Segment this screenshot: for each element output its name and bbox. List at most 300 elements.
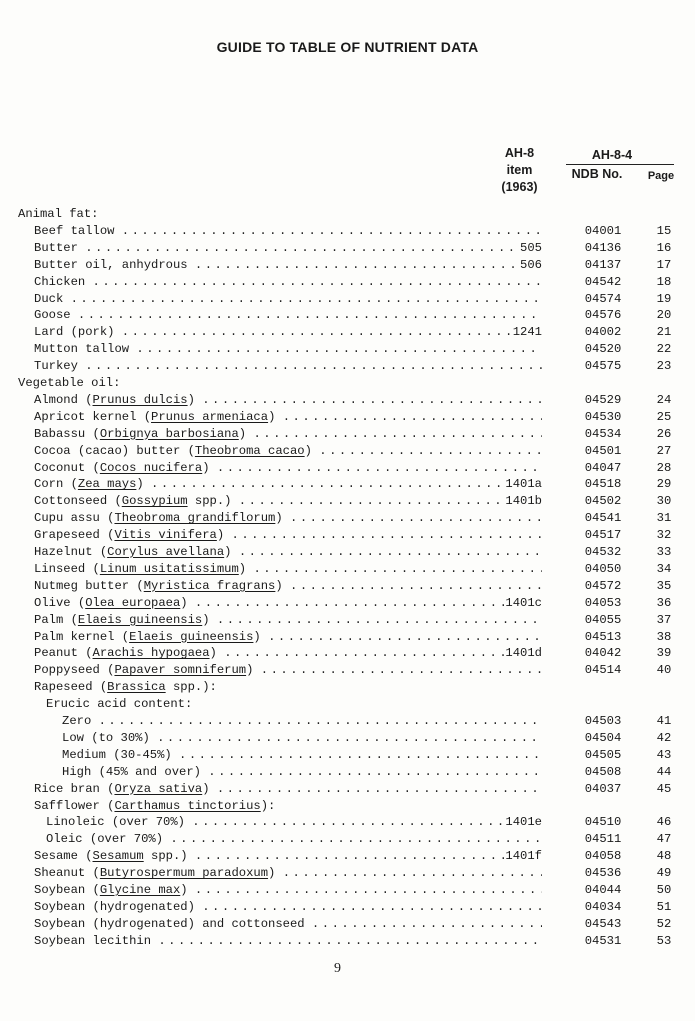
label-text: Linoleic (over 70%) — [46, 815, 193, 830]
label-text: Peanut ( — [34, 646, 93, 661]
item-label — [62, 747, 179, 764]
page-ref: 51 — [656, 899, 672, 914]
leader-dots — [170, 831, 542, 848]
leader-dots — [290, 510, 542, 527]
page-ref: 22 — [656, 342, 672, 357]
ndb-number: 04510 — [584, 815, 622, 830]
page-ref: 47 — [656, 832, 672, 847]
scientific-name: Carthamus tinctorius — [114, 798, 261, 813]
label-text: Sesame ( — [34, 849, 93, 864]
leader-dots — [99, 713, 542, 730]
page-ref: 20 — [656, 308, 672, 323]
scientific-name: Oryza sativa — [114, 781, 203, 796]
scientific-name: Corylus avellana — [107, 545, 225, 559]
item-label — [34, 933, 158, 950]
label-text: Palm ( — [34, 612, 78, 627]
page-ref: 46 — [656, 815, 672, 830]
label-text: Vegetable oil: — [18, 376, 121, 390]
ndb-number: 04508 — [584, 764, 622, 779]
ndb-number: 04042 — [584, 646, 622, 661]
page-ref: 30 — [656, 494, 672, 509]
ndb-number: 04575 — [584, 359, 622, 374]
label-text: ) — [202, 460, 217, 475]
page-ref: 41 — [656, 714, 672, 728]
ndb-number: 04530 — [584, 409, 622, 424]
ndb-number: 04047 — [584, 460, 622, 475]
item-label — [62, 764, 208, 781]
label-text: ) — [180, 595, 195, 610]
label-text: Almond ( — [34, 392, 93, 407]
scientific-name: Elaeis guineensis — [129, 629, 254, 644]
label-text: Rice bran ( — [34, 781, 115, 796]
item-label — [34, 476, 151, 493]
scientific-name: Theobroma cacao — [194, 443, 305, 458]
leader-dots — [122, 223, 542, 240]
label-text: Grapeseed ( — [34, 528, 115, 543]
item-label — [34, 274, 93, 291]
page-ref: 18 — [656, 274, 672, 289]
ndb-number: 04534 — [584, 426, 622, 441]
label-text: ) — [187, 392, 203, 407]
leader-dots — [208, 764, 542, 781]
scientific-name: Prunus armeniaca — [151, 409, 269, 424]
item-label — [34, 848, 195, 865]
leader-dots — [261, 662, 542, 679]
leader-dots — [224, 645, 505, 662]
ndb-number: 04529 — [584, 392, 622, 407]
leader-dots — [195, 257, 520, 274]
ndb-number: 04514 — [584, 663, 622, 678]
leader-dots — [158, 933, 542, 950]
label-text: Animal fat: — [18, 207, 99, 221]
col-header-page: Page — [647, 170, 675, 182]
page-ref: 32 — [656, 528, 672, 543]
ndb-number: 04576 — [584, 308, 622, 323]
table-row — [0, 798, 695, 815]
scientific-name: Brassica — [107, 680, 166, 695]
label-text: Soybean (hydrogenated) — [34, 899, 203, 914]
page-ref: 23 — [656, 359, 672, 374]
table-row — [0, 696, 695, 713]
table-row — [0, 612, 695, 629]
table-row — [0, 460, 695, 477]
table-row — [0, 882, 695, 899]
page-ref: 52 — [656, 916, 672, 931]
ndb-number: 04501 — [584, 443, 622, 458]
ndb-number: 04504 — [584, 730, 622, 745]
item-label — [34, 527, 232, 544]
label-text: ) — [275, 578, 291, 593]
item-label — [34, 307, 78, 324]
leader-dots — [283, 409, 542, 426]
ndb-number: 04137 — [584, 257, 622, 272]
item-label — [46, 696, 192, 713]
item-label — [34, 629, 268, 646]
page-ref: 35 — [656, 578, 672, 593]
page-ref: 21 — [656, 325, 672, 340]
leader-dots — [253, 426, 542, 443]
ah8-item: 506 — [520, 257, 542, 272]
item-label — [62, 730, 157, 747]
table-row — [0, 544, 695, 561]
item-label — [34, 223, 122, 240]
page-ref: 39 — [656, 646, 672, 661]
leader-dots — [195, 595, 506, 612]
table-row — [0, 240, 695, 257]
leader-dots — [319, 443, 542, 460]
label-text: ) — [253, 629, 269, 644]
ndb-number: 04502 — [584, 494, 622, 509]
label-text: Beef tallow — [34, 223, 122, 238]
table-row — [0, 291, 695, 308]
scientific-name: Sesamum — [92, 849, 144, 864]
item-label — [34, 645, 224, 662]
label-text: Corn ( — [34, 477, 78, 492]
ndb-number: 04511 — [584, 832, 622, 847]
header-rule — [566, 164, 674, 165]
table-row — [0, 561, 695, 578]
table-row — [0, 257, 695, 274]
page-ref: 49 — [656, 866, 672, 881]
label-text: Butter — [34, 240, 86, 255]
page-ref: 28 — [656, 460, 672, 475]
label-text: Soybean (hydrogenated) and cottonseed — [34, 916, 312, 931]
label-text: spp.) — [187, 494, 239, 509]
scientific-name: Butyrospermum paradoxum — [99, 866, 269, 881]
page-ref: 43 — [656, 747, 672, 762]
label-text: ) — [275, 511, 290, 526]
item-label — [34, 781, 217, 798]
label-text: ) — [202, 781, 217, 796]
item-label — [46, 814, 192, 831]
scientific-name: Gossypium — [121, 494, 188, 509]
item-label — [34, 240, 85, 257]
ndb-number: 04518 — [584, 477, 622, 492]
col-header-ah8 — [492, 145, 547, 196]
item-label — [34, 798, 275, 815]
item-label — [18, 375, 120, 392]
col-header-ndb: NDB No. — [571, 167, 623, 181]
leader-dots — [217, 612, 542, 629]
item-label — [34, 291, 71, 308]
label-text: Babassu ( — [34, 426, 100, 441]
table-row — [0, 223, 695, 240]
item-label — [34, 865, 283, 882]
table-row — [0, 899, 695, 916]
page-ref: 24 — [656, 392, 672, 407]
item-label — [34, 679, 217, 696]
label-text: Rapeseed ( — [34, 680, 108, 695]
page-ref: 25 — [656, 409, 672, 424]
item-label — [34, 409, 283, 426]
label-text: ): — [260, 798, 276, 813]
ah8-item: 1401d — [505, 646, 542, 661]
table-row — [0, 307, 695, 324]
ah8-item: 1401f — [505, 849, 542, 864]
leader-dots — [78, 307, 542, 324]
table-row — [0, 629, 695, 646]
label-text: ) — [246, 663, 261, 678]
label-text: Medium (30-45%) — [62, 747, 180, 762]
leader-dots — [217, 460, 542, 477]
ndb-number: 04542 — [584, 274, 622, 289]
page-ref: 34 — [656, 561, 672, 576]
label-text: Zero — [62, 714, 99, 728]
label-text: Soybean lecithin — [34, 933, 159, 948]
ndb-number: 04541 — [584, 511, 622, 526]
table-row — [0, 409, 695, 426]
table-row — [0, 764, 695, 781]
label-text: Sheanut ( — [34, 866, 100, 881]
label-text: ) — [180, 883, 195, 897]
page-ref: 15 — [656, 223, 672, 238]
scientific-name: Linum usitatissimum — [99, 561, 239, 576]
table-row — [0, 933, 695, 950]
item-label — [34, 426, 253, 443]
page-ref: 33 — [656, 545, 672, 559]
page-ref: 31 — [656, 511, 672, 526]
leader-dots — [157, 730, 542, 747]
label-text: Duck — [34, 291, 71, 306]
label-text: Cocoa (cacao) butter ( — [34, 443, 195, 458]
item-label — [34, 595, 195, 612]
table-row — [0, 392, 695, 409]
table-row — [0, 426, 695, 443]
ah8-item: 1401c — [505, 595, 542, 610]
label-text: Palm kernel ( — [34, 629, 130, 644]
item-label — [62, 713, 99, 730]
label-text: Nutmeg butter ( — [34, 578, 144, 593]
leader-dots — [195, 882, 542, 899]
item-label — [34, 443, 319, 460]
ndb-number: 04572 — [584, 578, 622, 593]
label-text: ) — [216, 528, 232, 543]
table-row — [0, 493, 695, 510]
ndb-number: 04037 — [584, 781, 622, 796]
item-label — [34, 662, 261, 679]
item-label — [34, 493, 239, 510]
item-label — [34, 544, 239, 561]
leader-dots — [312, 916, 542, 933]
col-header-ah8-mid: item — [506, 163, 533, 177]
label-text: Safflower ( — [34, 798, 115, 813]
ndb-number: 04503 — [584, 714, 622, 728]
leader-dots — [151, 476, 505, 493]
label-text: Oleic (over 70%) — [46, 832, 171, 847]
item-label — [34, 916, 312, 933]
label-text: Mutton tallow — [34, 342, 137, 357]
page-ref: 29 — [656, 477, 672, 492]
item-label — [34, 882, 195, 899]
label-text: Soybean ( — [34, 883, 100, 897]
label-text: Cupu assu ( — [34, 511, 115, 526]
item-label — [34, 561, 253, 578]
label-text: Erucic acid content: — [46, 697, 193, 712]
table-row — [0, 679, 695, 696]
page-ref: 17 — [656, 257, 672, 272]
leader-dots — [192, 814, 505, 831]
item-label — [34, 899, 202, 916]
page-title: GUIDE TO TABLE OF NUTRIENT DATA — [216, 39, 479, 55]
leader-dots — [202, 899, 542, 916]
leader-dots — [290, 578, 542, 595]
page-ref: 26 — [656, 426, 672, 441]
label-text: High (45% and over) — [62, 764, 209, 779]
table-row — [0, 375, 695, 392]
label-text: Cottonseed ( — [34, 494, 122, 509]
label-text: Apricot kernel ( — [34, 409, 152, 424]
ndb-number: 04044 — [584, 883, 622, 897]
leader-dots — [232, 527, 543, 544]
table-row — [0, 645, 695, 662]
label-text: ) — [202, 612, 217, 627]
table-row — [0, 713, 695, 730]
leader-dots — [85, 358, 542, 375]
item-label — [34, 612, 217, 629]
table-row — [0, 358, 695, 375]
ndb-number: 04536 — [584, 866, 622, 881]
item-label — [18, 206, 98, 223]
table-row — [0, 578, 695, 595]
label-text: ) — [209, 646, 225, 661]
leader-dots — [85, 240, 520, 257]
label-text: Linseed ( — [34, 561, 100, 576]
ndb-number: 04050 — [584, 561, 622, 576]
label-text: Olive ( — [34, 595, 86, 610]
label-text: Poppyseed ( — [34, 663, 115, 678]
page-ref: 16 — [656, 240, 672, 255]
table-row — [0, 814, 695, 831]
page-ref: 37 — [656, 612, 672, 627]
ndb-number: 04505 — [584, 747, 622, 762]
label-text: spp.): — [165, 680, 217, 695]
leader-dots — [253, 561, 542, 578]
label-text: Low (to 30%) — [62, 730, 158, 745]
item-label — [34, 341, 136, 358]
item-label — [34, 324, 122, 341]
page-ref: 38 — [656, 629, 672, 644]
ndb-number: 04520 — [584, 342, 622, 357]
leader-dots — [283, 865, 542, 882]
table-row — [0, 206, 695, 223]
page-ref: 53 — [656, 933, 672, 948]
leader-dots — [179, 747, 542, 764]
label-text: Coconut ( — [34, 460, 100, 475]
table-row — [0, 747, 695, 764]
scientific-name: Myristica fragrans — [143, 578, 276, 593]
page-ref: 48 — [656, 849, 672, 864]
page-ref: 45 — [656, 781, 672, 796]
leader-dots — [93, 274, 542, 291]
leader-dots — [71, 291, 542, 308]
table-row — [0, 341, 695, 358]
ndb-number: 04136 — [584, 240, 622, 255]
item-label — [34, 392, 202, 409]
label-text: ) — [268, 866, 283, 881]
table-row — [0, 781, 695, 798]
ah8-item: 1401e — [505, 815, 542, 830]
table-row — [0, 595, 695, 612]
table-row — [0, 324, 695, 341]
col-header-ah8-bot: (1963) — [501, 180, 538, 194]
table-row — [0, 476, 695, 493]
scientific-name: Zea mays — [77, 477, 137, 492]
ah8-item: 1401a — [505, 477, 542, 492]
page-ref: 50 — [656, 883, 672, 897]
table-row — [0, 831, 695, 848]
label-text: Chicken — [34, 274, 93, 289]
ah8-item: 1401b — [505, 494, 542, 509]
table-row — [0, 662, 695, 679]
scientific-name: Cocos nucifera — [99, 460, 203, 475]
table-row — [0, 865, 695, 882]
page-ref: 36 — [656, 595, 672, 610]
ndb-number: 04055 — [584, 612, 622, 627]
label-text: Lard (pork) — [34, 325, 122, 340]
col-header-ah84: AH-8-4 — [591, 148, 633, 162]
leader-dots — [268, 629, 542, 646]
item-label — [34, 578, 290, 595]
scientific-name: Theobroma grandiflorum — [114, 511, 276, 526]
ndb-number: 04543 — [584, 916, 622, 931]
ndb-number: 04053 — [584, 595, 622, 610]
ndb-number: 04513 — [584, 629, 622, 644]
scientific-name: Elaeis guineensis — [77, 612, 203, 627]
label-text: spp.) — [143, 849, 195, 864]
scientific-name: Vitis vinifera — [114, 528, 217, 543]
table-row — [0, 443, 695, 460]
leader-dots — [195, 848, 506, 865]
label-text: Butter oil, anhydrous — [34, 257, 195, 272]
scientific-name: Prunus dulcis — [92, 392, 188, 407]
leader-dots — [217, 781, 542, 798]
scientific-name: Glycine max — [99, 883, 181, 897]
leader-dots — [202, 392, 542, 409]
scientific-name: Olea europaea — [85, 595, 181, 610]
ndb-number: 04058 — [584, 849, 622, 864]
scientific-name: Orbignya barbosiana — [99, 426, 239, 441]
label-text: ) — [238, 561, 254, 576]
label-text: ) — [224, 545, 239, 559]
page-ref: 44 — [656, 764, 672, 779]
table-row — [0, 730, 695, 747]
label-text: ) — [304, 443, 320, 458]
page-ref: 27 — [656, 443, 672, 458]
item-label — [34, 257, 195, 274]
table-row — [0, 527, 695, 544]
table-row — [0, 274, 695, 291]
table-row — [0, 916, 695, 933]
label-text: Turkey — [34, 359, 86, 374]
col-header-ah8-top: AH-8 — [504, 146, 535, 160]
ah8-item: 505 — [520, 240, 542, 255]
leader-dots — [239, 493, 506, 510]
ndb-number: 04001 — [584, 223, 622, 238]
item-label — [34, 510, 290, 527]
ah8-item: 1241 — [512, 325, 542, 340]
item-label — [46, 831, 170, 848]
scientific-name: Arachis hypogaea — [92, 646, 210, 661]
label-text: ) — [268, 409, 283, 424]
item-label — [34, 358, 85, 375]
ndb-number: 04517 — [584, 528, 622, 543]
label-text: ) — [238, 426, 254, 441]
ndb-number: 04002 — [584, 325, 622, 340]
leader-dots — [122, 324, 513, 341]
ndb-number: 04531 — [584, 933, 622, 948]
ndb-number: 04532 — [584, 545, 622, 559]
item-label — [34, 460, 217, 477]
